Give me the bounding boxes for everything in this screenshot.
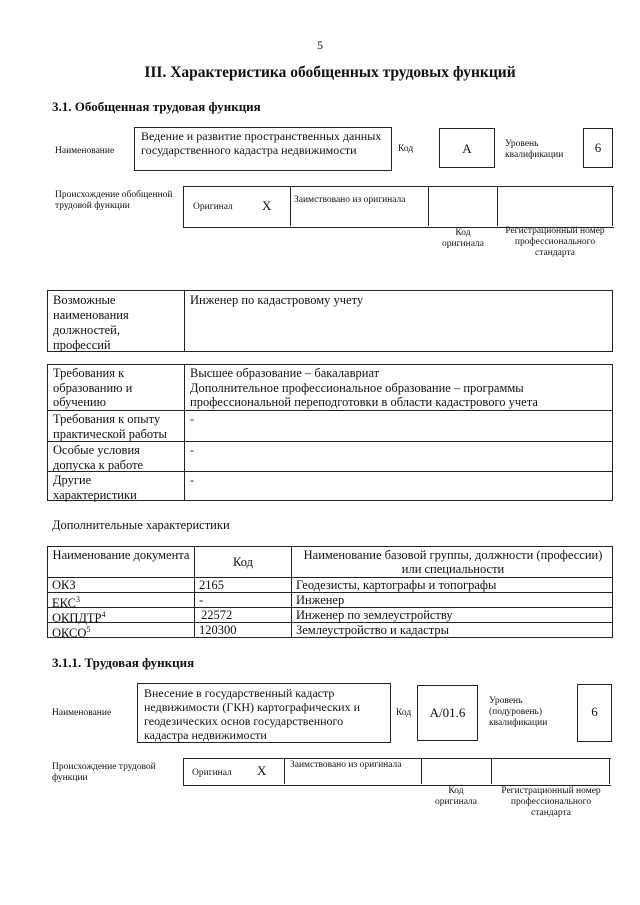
table-row-code: 22572 [201, 608, 233, 622]
tf-name-label: Наименование [52, 708, 112, 718]
gtf-borrowed-label: Заимствовано из оригинала [294, 195, 406, 205]
tf-name-box [137, 683, 391, 743]
gtf-original-mark: X [262, 198, 272, 213]
table-row-doc: ОКСО$^5$ [52, 625, 91, 641]
req-experience-value: - [190, 412, 194, 426]
req-other-value: - [190, 473, 194, 487]
additional-heading: Дополнительные характеристики [52, 518, 230, 532]
table-row-code: - [199, 593, 204, 607]
req-admission-label: Особые условия допуска к работе [53, 443, 144, 472]
table-row-doc: ОКПДТР$^4$ [52, 610, 106, 626]
gtf-heading: 3.1. Обобщенная трудовая функция [52, 99, 261, 114]
tf-reg-number-caption: Регистрационный номер профессионального стандарта [501, 786, 601, 818]
gtf-level-label: Уровень квалификации [505, 139, 564, 160]
table-row-name: Геодезисты, картографы и топографы [296, 578, 497, 592]
tf-code-box [417, 685, 478, 741]
gtf-code-box [439, 128, 495, 168]
table-row-name: Инженер [296, 593, 345, 607]
gtf-name-value: Ведение и развитие пространственных данных государственного кадастра недвижимости [141, 129, 382, 157]
additional-header-doc: Наименование документа [52, 548, 190, 562]
req-experience-label: Требования к опыту практической работы [53, 412, 167, 441]
tf-borrowed-label: Заимствовано из оригинала [290, 760, 402, 770]
table-row-name: Землеустройство и кадастры [296, 623, 449, 637]
tf-level-box [577, 684, 612, 742]
tf-heading: 3.1.1. Трудовая функция [52, 655, 195, 670]
additional-header-code: Код [233, 555, 253, 569]
req-education-label: Требования к образованию и обучению [53, 366, 133, 409]
gtf-level-box [583, 128, 613, 168]
gtf-origin-table [183, 186, 614, 228]
tf-original-label: Оригинал [192, 768, 232, 778]
gtf-reg-number-caption: Регистрационный номер профессионального стандарта [505, 226, 605, 258]
gtf-code-value: A [462, 141, 472, 156]
requirements-table [47, 364, 613, 501]
additional-header-name: Наименование базовой группы, должности (профессии) или специальности [303, 548, 603, 576]
gtf-code-label: Код [398, 144, 414, 154]
tf-code-value: A/01.6 [429, 705, 466, 720]
table-row-code: 2165 [199, 578, 224, 592]
tf-original-mark: X [257, 763, 267, 778]
tf-code-original-caption: Код оригинала [435, 786, 477, 807]
positions-label: Возможные наименования должностей, профессий [53, 293, 129, 352]
table-row-name: Инженер по землеустройству [296, 608, 453, 622]
gtf-name-box [134, 127, 392, 171]
tf-name-value: Внесение в государственный кадастр недвижимости (ГКН) картографических и геодезических основ государственного кадастра недвижимости [144, 686, 360, 742]
gtf-original-label: Оригинал [193, 202, 233, 212]
tf-origin-label: Происхождение трудовой функции [52, 762, 156, 783]
positions-value: Инженер по кадастровому учету [190, 293, 364, 307]
tf-level-value: 6 [591, 704, 598, 719]
tf-level-label: Уровень (подуровень) квалификации [489, 696, 548, 728]
gtf-code-original-caption: Код оригинала [442, 228, 484, 249]
table-row-doc: ОКЗ [52, 578, 76, 592]
req-education-value: Высшее образование – бакалавриат Дополнительное профессиональное образование – программы профессиональной переподготовки в области кадастрового учета [190, 366, 538, 409]
tf-code-label: Код [396, 708, 412, 718]
req-admission-value: - [190, 443, 194, 457]
section-title: III. Характеристика обобщенных трудовых функций [144, 64, 516, 81]
positions-table [47, 290, 613, 352]
table-row-code: 120300 [199, 623, 237, 637]
table-row-doc: ЕКС$^3$ [52, 595, 80, 611]
gtf-origin-label: Происхождение обобщенной трудовой функции [55, 190, 173, 211]
gtf-level-value: 6 [594, 140, 602, 155]
req-other-label: Другие характеристики [53, 473, 137, 502]
page-number: 5 [317, 38, 323, 52]
additional-table [47, 546, 613, 641]
gtf-name-label: Наименование [55, 146, 115, 156]
